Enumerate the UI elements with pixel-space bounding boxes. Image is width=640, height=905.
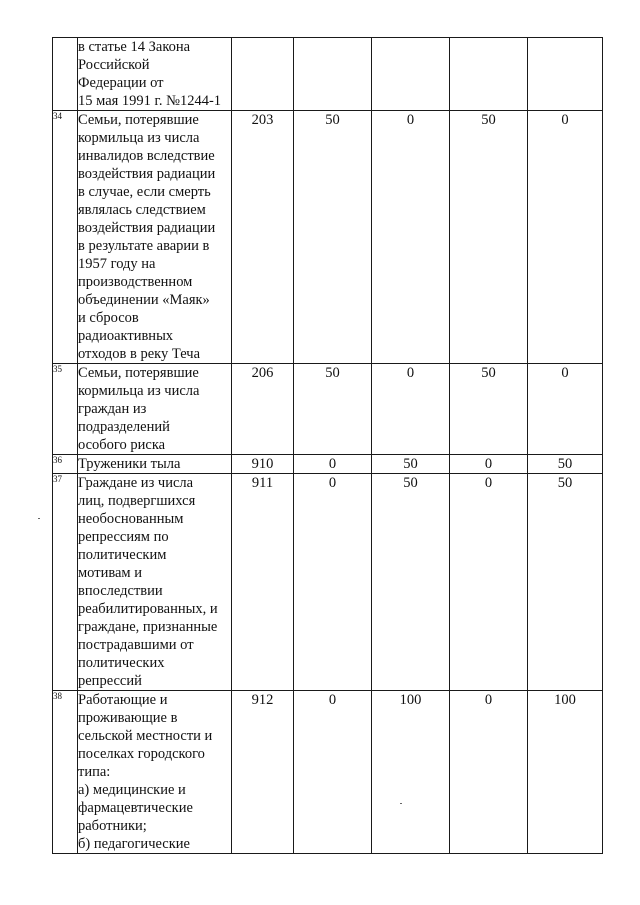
description-line: Федерации от — [78, 75, 164, 91]
row-number: 34 — [53, 111, 78, 364]
category-code: 206 — [232, 364, 294, 455]
description-line: Граждане из числа — [78, 475, 194, 491]
category-code: 912 — [232, 691, 294, 854]
row-number: 38 — [53, 691, 78, 854]
description-line: особого риска — [78, 437, 166, 453]
description-line: пострадавшими от — [78, 637, 194, 653]
table-row — [53, 455, 603, 474]
value-cell-2: 0 — [372, 364, 450, 455]
description-line: граждане, признанные — [78, 619, 218, 635]
description-line: Семьи, потерявшие — [78, 365, 199, 381]
description-line: работники; — [78, 818, 147, 834]
description-line: сельской местности и — [78, 728, 213, 744]
value-cell-2: 100 — [372, 691, 450, 854]
description-line: Работающие и — [78, 692, 168, 708]
description-line: радиоактивных — [78, 328, 174, 344]
category-code: 911 — [232, 474, 294, 691]
value-cell-3: 0 — [450, 474, 528, 691]
description-line: 1957 году на — [78, 256, 156, 272]
value-cell-2: 50 — [372, 474, 450, 691]
row-number: 35 — [53, 364, 78, 455]
value-cell-1: 0 — [294, 455, 372, 474]
description-line: Семьи, потерявшие — [78, 112, 199, 128]
row-number: 37 — [53, 474, 78, 691]
description-line: кормильца из числа — [78, 383, 200, 399]
description-line: кормильца из числа — [78, 130, 200, 146]
description-line: типа: — [78, 764, 111, 780]
row-number — [53, 38, 78, 111]
value-cell-3: 50 — [450, 111, 528, 364]
description-line: проживающие в — [78, 710, 178, 726]
description-line: а) медицинские и — [78, 782, 186, 798]
description-line: объединении «Маяк» — [78, 292, 210, 308]
description-line: впоследствии — [78, 583, 163, 599]
description-line: в результате аварии в — [78, 238, 210, 254]
category-code — [232, 38, 294, 111]
value-cell-1: 0 — [294, 691, 372, 854]
category-code: 910 — [232, 455, 294, 474]
value-cell-2 — [372, 38, 450, 111]
value-cell-3: 0 — [450, 691, 528, 854]
description-line: в статье 14 Закона — [78, 39, 191, 55]
description-line: поселках городского — [78, 746, 205, 762]
value-cell-2: 50 — [372, 455, 450, 474]
value-cell-1: 50 — [294, 111, 372, 364]
row-number: 36 — [53, 455, 78, 474]
description-line: фармацевтические — [78, 800, 193, 816]
description-line: репрессий — [78, 673, 142, 689]
value-cell-4 — [528, 38, 603, 111]
row-description — [78, 455, 232, 474]
description-line: реабилитированных, и — [78, 601, 218, 617]
value-cell-3 — [450, 38, 528, 111]
description-line: граждан из — [78, 401, 147, 417]
table-row — [53, 38, 603, 111]
description-line: Российской — [78, 57, 150, 73]
value-cell-2: 0 — [372, 111, 450, 364]
description-line: б) педагогические — [78, 836, 190, 852]
row-description — [78, 111, 232, 364]
row-description — [78, 364, 232, 455]
value-cell-4: 50 — [528, 474, 603, 691]
description-line: Труженики тыла — [78, 456, 181, 472]
scan-speck — [400, 803, 402, 804]
value-cell-1: 50 — [294, 364, 372, 455]
value-cell-4: 0 — [528, 111, 603, 364]
description-line: производственном — [78, 274, 193, 290]
description-line: в случае, если смерть — [78, 184, 211, 200]
description-line: политическим — [78, 547, 167, 563]
table-row — [53, 111, 603, 364]
table-row — [53, 364, 603, 455]
description-line: являлась следствием — [78, 202, 206, 218]
row-description — [78, 691, 232, 854]
benefits-table — [52, 37, 603, 854]
table-body — [53, 38, 603, 854]
table-row — [53, 474, 603, 691]
description-line: воздействия радиации — [78, 220, 216, 236]
description-line: 15 мая 1991 г. №1244-1 — [78, 93, 222, 109]
description-line: необоснованным — [78, 511, 184, 527]
value-cell-4: 0 — [528, 364, 603, 455]
description-line: репрессиям по — [78, 529, 169, 545]
description-line: мотивам и — [78, 565, 142, 581]
value-cell-1 — [294, 38, 372, 111]
category-code: 203 — [232, 111, 294, 364]
description-line: подразделений — [78, 419, 170, 435]
description-line: отходов в реку Теча — [78, 346, 201, 362]
table-row — [53, 691, 603, 854]
description-line: инвалидов вследствие — [78, 148, 215, 164]
scan-speck — [38, 518, 40, 519]
row-description — [78, 474, 232, 691]
value-cell-3: 0 — [450, 455, 528, 474]
description-line: политических — [78, 655, 165, 671]
description-line: и сбросов — [78, 310, 139, 326]
value-cell-3: 50 — [450, 364, 528, 455]
row-description — [78, 38, 232, 111]
description-line: воздействия радиации — [78, 166, 216, 182]
value-cell-4: 50 — [528, 455, 603, 474]
value-cell-4: 100 — [528, 691, 603, 854]
description-line: лиц, подвергшихся — [78, 493, 196, 509]
value-cell-1: 0 — [294, 474, 372, 691]
